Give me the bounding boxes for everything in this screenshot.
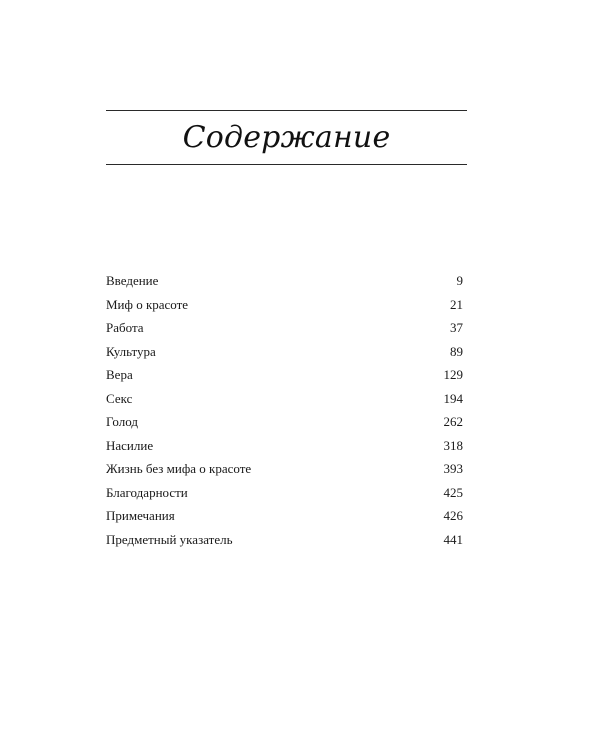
page-title: Содержание [182,120,391,155]
toc-entry-page: 393 [443,461,463,476]
toc-entry[interactable] [106,342,463,366]
title-bottom-rule [106,164,467,165]
toc-entry-page: 89 [450,343,463,359]
toc-entry-page: 441 [443,531,463,547]
title-top-rule [106,110,467,111]
toc-entry[interactable] [106,389,463,413]
toc-entry-page: 426 [443,508,463,523]
toc-entry-label: Секс [106,390,133,406]
toc-entry-label: Благодарности [106,484,188,500]
toc-entry[interactable] [106,459,463,483]
toc-entry-label: Вера [106,367,133,382]
toc-entry[interactable] [106,365,463,389]
toc-entry-label: Культура [106,343,156,359]
toc-entry[interactable] [106,271,463,295]
toc-entry-page: 318 [443,437,463,453]
toc-entry[interactable] [106,483,463,507]
toc-entry[interactable] [106,530,463,554]
toc-entry-page: 9 [456,273,463,288]
toc-entry[interactable] [106,412,463,436]
toc-entry-label: Введение [106,273,159,288]
toc-entry-label: Голод [106,414,138,429]
table-of-contents [106,271,463,553]
toc-entry-page: 194 [443,390,463,406]
toc-entry-label: Предметный указатель [106,531,233,547]
toc-entry-page: 21 [450,296,463,312]
toc-entry-label: Жизнь без мифа о красоте [106,461,252,476]
toc-entry-label: Примечания [106,508,175,523]
toc-entry[interactable] [106,318,463,342]
toc-entry[interactable] [106,295,463,319]
toc-entry-page: 37 [450,320,463,335]
toc-entry-label: Миф о красоте [106,296,189,312]
toc-entry-label: Насилие [106,437,154,453]
toc-entry[interactable] [106,506,463,530]
toc-entry-page: 425 [443,484,463,500]
toc-entry[interactable] [106,436,463,460]
toc-entry-page: 129 [443,367,463,382]
toc-entry-label: Работа [106,320,144,335]
toc-entry-page: 262 [443,414,463,429]
